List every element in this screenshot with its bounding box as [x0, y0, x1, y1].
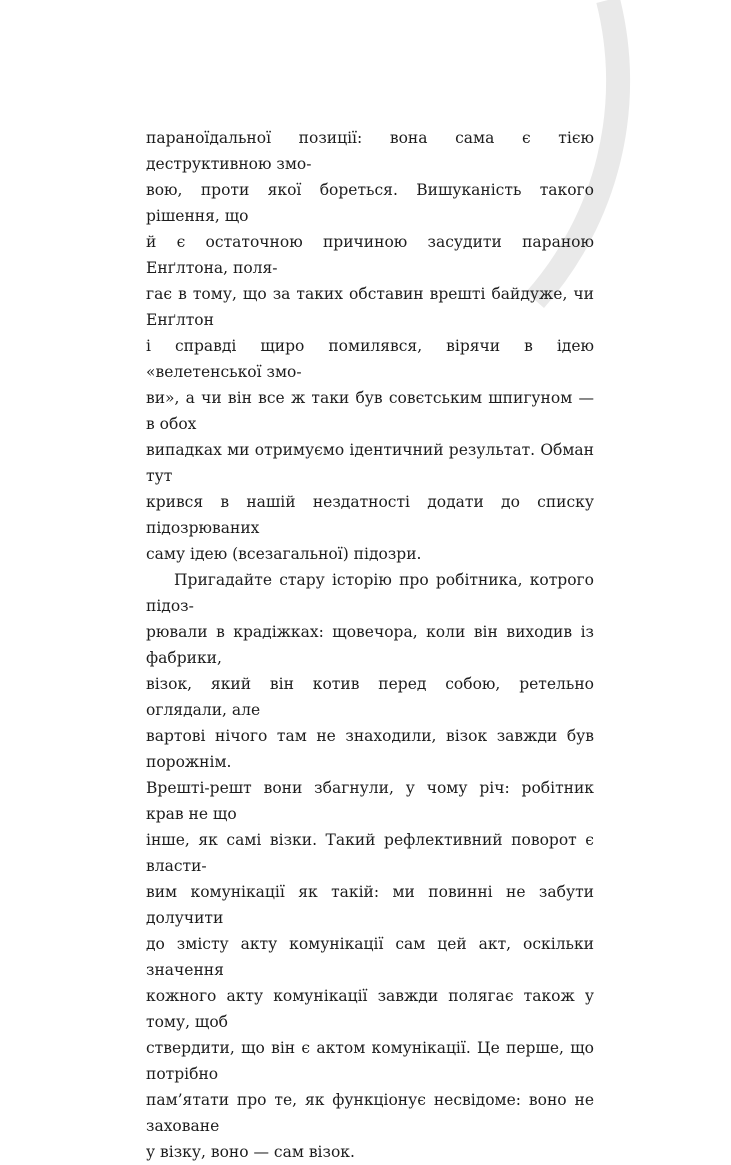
- main-text: [146, 125, 594, 1165]
- paragraph-1: параноїдальної позиції: вона сама є тією деструктивною змо- вою, проти якої бореться. Вишуканість такого рішення, що й є остаточною причиною засудити параною Енґлтона, поля- гає в тому, що за таких обставин врешті байдуже, чи Енґлтон і справді щиро помилявся, вірячи в ідею «велетенської змо- ви», а чи він все ж таки був совєтським шпигуном — в обох випадках ми отримуємо ідентичний результат. Обман тут крився в нашій нездатності додати до списку підозрюваних саму ідею (всезагальної) підозри.: [146, 129, 594, 563]
- paragraph-2: Пригадайте стару історію про робітника, котрого підоз- рювали в крадіжках: щовечора, коли він виходив із фабрики, візок, який він котив перед собою, ретельно оглядали, але вартові нічого там не знаходили, візок завжди був порожнім. Врешті-решт вони збагнули, у чому річ: робітник крав не що інше, як самі візки. Такий рефлективний поворот є власти- вим комунікації як такій: ми повинні не забути долучити до змісту акту комунікації сам цей акт, оскільки значення кожного акту комунікації завжди полягає також у тому, щоб ствердити, що він є актом комунікації. Це перше, що потрібно пам’ятати про те, як функціонує несвідоме: воно не заховане у візку, воно — сам візок.: [146, 571, 594, 1161]
